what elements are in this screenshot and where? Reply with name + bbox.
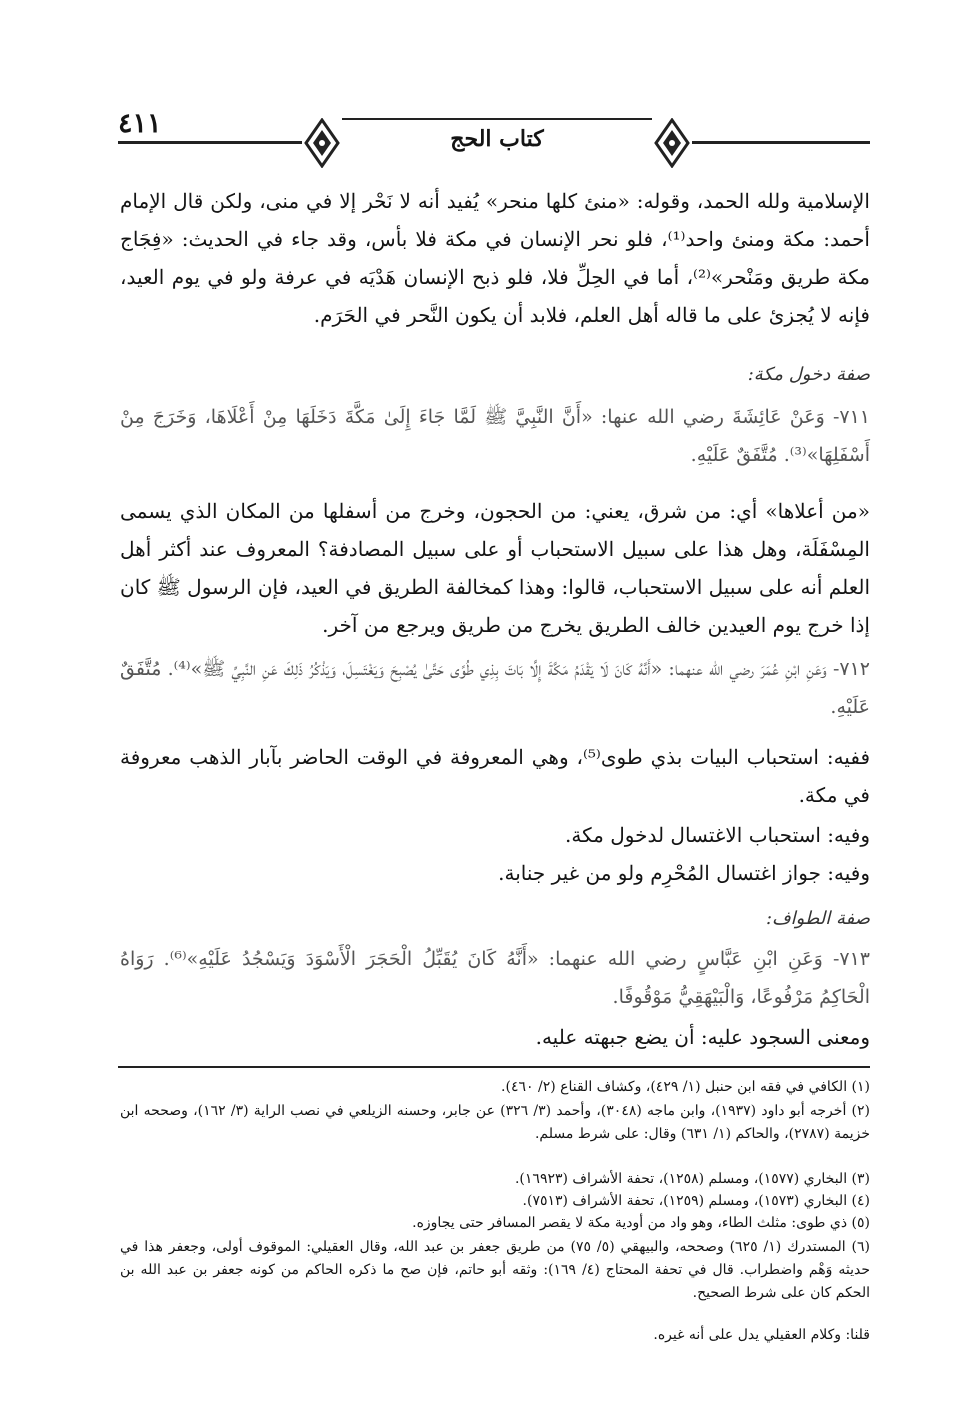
footnote: (٥) ذي طوى: مثلث الطاء، وهو واد من أودية مكة لا يقصر المسافر حتى يجاوزه.: [412, 1215, 870, 1231]
footnote-separator: [118, 1066, 870, 1068]
chapter-title: كتاب الحج: [450, 126, 544, 152]
hadith-text: ٧١٢- وَعَنِ ابْنِ عُمَرَ رضي الله عنهما: «أَنَّهُ كَانَ لَا يَقْدَمُ مَكَّةَ إِلَّا بَاتَ بِذِي طُوًى حَتَّىٰ يُصْبِحَ وَيَغْتَسِلَ، وَيَذْكُرُ ذَلِكَ عَنِ النَّبِيِّ ﷺ»⁽⁴⁾. مُتَّفَقٌ عَلَيْهِ.: [120, 658, 870, 718]
hadith-text: ٧١١- وَعَنْ عَائِشَةَ رضي الله عنها: «أَنَّ النَّبِيَّ ﷺ لَمَّا جَاءَ إِلَىٰ مَكَّةَ دَخَلَهَا مِنْ أَعْلَاهَا، وَخَرَجَ مِنْ أَسْفَلِهَا»⁽³⁾. مُتَّفَقٌ عَلَيْهِ.: [120, 406, 870, 466]
footnote: (٤) البخاري (١٥٧٣)، ومسلم (١٢٥٩)، تحفة الأشراف (٧٥١٣).: [522, 1193, 870, 1209]
header-rule-center: [342, 118, 652, 120]
footnote: (١) الكافي في فقه ابن حنبل (١/ ٤٢٩)، وكشاف القناع (٢/ ٤٦٠).: [501, 1079, 870, 1095]
paragraph: ففيه: استحباب البيات بذي طوى⁽⁵⁾، وهي المعروفة في الوقت الحاضر بآبار الذهب معروفة في مكة.: [120, 745, 870, 807]
section-heading: صفة دخول مكة:: [747, 364, 870, 385]
ornament-icon: [652, 118, 692, 168]
section-heading: صفة الطواف:: [765, 908, 870, 929]
footnote: (٦) المستدرك (١/ ٦٢٥) وصححه، والبيهقي (٥/ ٧٥) من طريق جعفر بن عبد الله، وقال العقيلي: الموقوف أولى، وجعفر هذا في حديثه وَهْم واضطراب. قال في تحفة المحتاج (٤/ ١٦٩): وثقه أبو حاتم، فإن صح ما ذكره الحاكم من كونه جعفر بن عبد الله بن الحكم كان على شرط الصحيح.: [120, 1239, 871, 1301]
footnote: قلنا: وكلام العقيلي يدل على أنه غيره.: [653, 1327, 870, 1343]
paragraph: الإسلامية ولله الحمد، وقوله: «منئ كلها منحر» يُفيد أنه لا نَحْر إلا في منى، ولكن قال الإمام أحمد: مكة ومنئ واحد⁽¹⁾، فلو نحر الإنسان في مكة فلا بأس، وقد جاء في الحديث: «فِجَاج مكة طريق ومَنْحر»⁽²⁾، أما في الحِلِّ فلا، فلو ذبح الإنسان هَدْيَه في عرفة ولو في يوم العيد، فإنه لا يُجزئ على ما قاله أهل العلم، فلابد أن يكون النَّحر في الحَرَم.: [120, 189, 870, 327]
paragraph: «من أعلاها» أي: من شرق، يعني: من الحجون، وخرج من أسفلها من المكان الذي يسمى المِسْفَلَة، وهل هذا على سبيل الاستحباب أو على سبيل المصادفة؟ المعروف عند أكثر أهل العلم أنه على سبيل الاستحباب، قالوا: وهذا كمخالفة الطريق في العيد، فإن الرسول ﷺ كان إذا خرج يوم العيدين خالف الطريق يخرج من طريق ويرجع من آخر.: [120, 499, 870, 637]
header-rule-right: [692, 141, 870, 144]
header-rule-left: [118, 141, 302, 144]
footnote: (٢) أخرجه أبو داود (١٩٣٧)، وابن ماجه (٣٠٤٨)، وأحمد (٣/ ٣٢٦) عن جابر، وحسنه الزيلعي في نصب الراية (٣/ ١٦٢)، وصححه ابن خزيمة (٢٧٨٧)، والحاكم (١/ ٦٣١) وقال: على شرط مسلم.: [120, 1103, 871, 1142]
paragraph: وفيه: جواز اغتسال المُحْرِم ولو من غير جنابة.: [498, 861, 870, 885]
paragraph: ومعنى السجود عليه: أن يضع جبهته عليه.: [535, 1025, 870, 1049]
paragraph: وفيه: استحباب الاغتسال لدخول مكة.: [565, 823, 870, 847]
footnote: (٣) البخاري (١٥٧٧)، ومسلم (١٢٥٨)، تحفة الأشراف (١٦٩٢٣).: [514, 1171, 870, 1187]
ornament-icon: [302, 118, 342, 168]
page-number: ٤١١: [118, 108, 162, 139]
hadith-text: ٧١٣- وَعَنِ ابْنِ عَبَّاسٍ رضي الله عنهما: «أَنَّهُ كَانَ يُقَبِّلُ الْحَجَرَ الْأَسْوَدَ وَيَسْجُدُ عَلَيْهِ»⁽⁶⁾. رَوَاهُ الْحَاكِمُ مَرْفُوعًا، وَالْبَيْهَقِيُّ مَوْقُوفًا.: [120, 948, 870, 1008]
